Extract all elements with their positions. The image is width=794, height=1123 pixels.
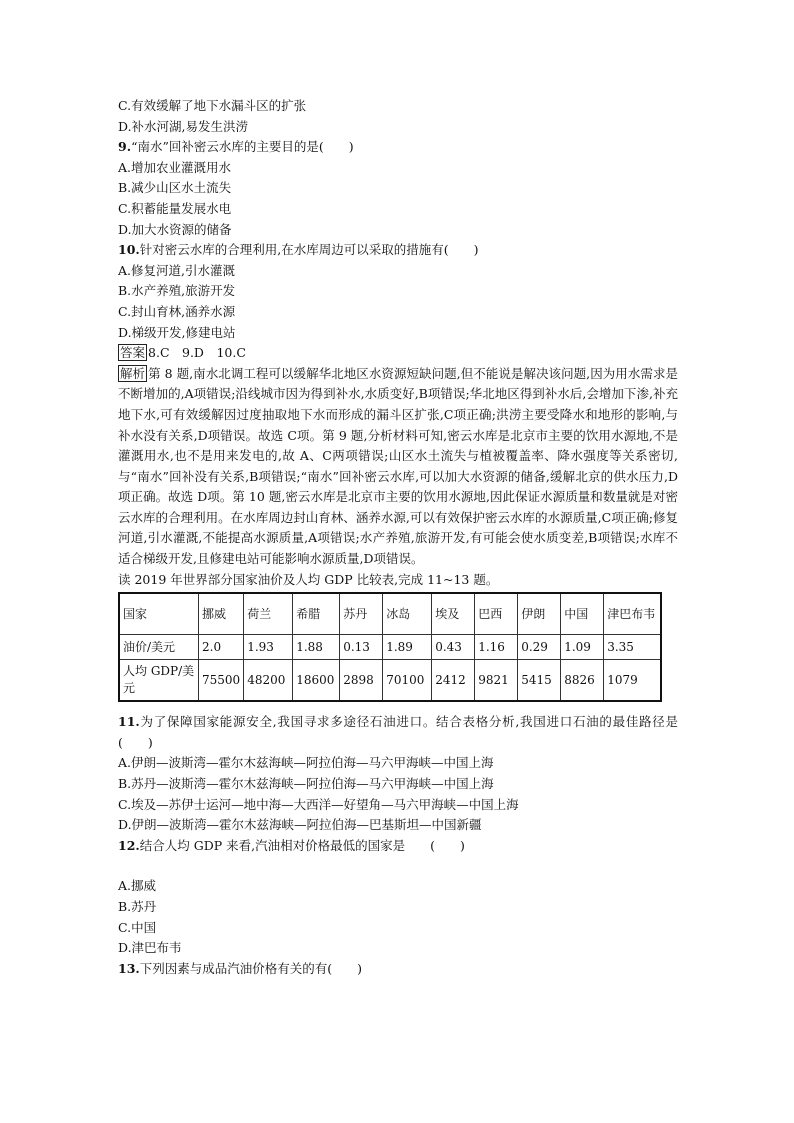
option-b: B.苏丹: [118, 899, 157, 914]
table-cell: 0.13: [340, 635, 383, 660]
table-intro: 读 2019 年世界部分国家油价及人均 GDP 比较表,完成 11~13 题。: [118, 571, 499, 587]
option-a: A.挪威: [118, 878, 157, 894]
question-number: 9.: [118, 139, 132, 155]
table-cell: 3.35: [604, 635, 662, 660]
option-a: A.增加农业灌溉用水: [118, 159, 232, 175]
analysis-label: 解析: [120, 365, 146, 381]
question-stem: 结合人均 GDP 来看,汽油相对价格最低的国家是 ( ): [139, 837, 465, 853]
table-cell: 0.43: [432, 635, 475, 660]
table-cell: 70100: [383, 660, 432, 702]
table-cell: 18600: [293, 660, 340, 702]
table-header-cell: 希腊: [293, 593, 340, 635]
option-d: D.梯级开发,修建电站: [118, 324, 236, 340]
question-stem: “南水”回补密云水库的主要目的是( ): [131, 139, 354, 155]
table-header-cell: 巴西: [475, 593, 518, 635]
option-a: A.伊朗—波斯湾—霍尔木兹海峡—阿拉伯海—马六甲海峡—中国上海: [118, 755, 494, 771]
table-cell: 9821: [475, 660, 518, 702]
table-header-cell: 冰岛: [383, 593, 432, 635]
option-c: C.封山育林,涵养水源: [118, 303, 236, 319]
table-header-cell: 国家: [119, 593, 199, 635]
question-10: [118, 240, 678, 261]
table-cell: 1.89: [383, 635, 432, 660]
question-number: 13.: [118, 960, 140, 976]
table-cell: 48200: [244, 660, 293, 702]
table-cell: 2898: [340, 660, 383, 702]
table-cell: 2412: [432, 660, 475, 702]
document-page: [118, 96, 678, 979]
analysis-paragraph: [118, 364, 678, 570]
answer-label: 答案: [120, 345, 146, 361]
question-9: [118, 137, 678, 158]
option-c: C.埃及—苏伊士运河—地中海—大西洋—好望角—马六甲海峡—中国上海: [118, 796, 519, 812]
question-stem: 下列因素与成品汽油价格有关的有( ): [139, 960, 363, 976]
option-c: C.有效缓解了地下水漏斗区的扩张: [118, 98, 307, 113]
table-header-cell: 荷兰: [244, 593, 293, 635]
option-d: D.补水河湖,易发生洪涝: [118, 118, 249, 134]
table-cell: 5415: [518, 660, 561, 702]
analysis-text: 第 8 题,南水北调工程可以缓解华北地区水资源短缺问题,但不能说是解决该问题,因为用水需求是不断增加的,A项错误;沿线城市因为得到补水,水质变好,B项错误;华北地区得到补水后,会增加下渗,补充地下水,可有效缓解因过度抽取地下水而形成的漏斗区扩张,C项正确;洪涝主要受降水和地形的影响,与补水没有关系,D项错误。故选 C项。第 9 题,分析材料可知,密云水库是北京市主要的饮用水源地,不是灌溉用水,也不是用来发电的,故 A、C两项错误;山区水土流失与植被覆盖率、降水强度等关系密切,与“南水”回补没有关系,B项错误;“南水”回补密云水库,可以加大水资源的储备,缓解北京的供水压力,D项正确。故选 D项。第 10 题,密云水库是北京市主要的饮用水源地,因此保证水源质量和数量就是对密云水库的合理利用。在水库周边封山育林、涵养水源,可以有效保护密云水库的水源质量,C项正确;修复河道,引水灌溉,不能提高水源质量,A项错误;水产养殖,旅游开发,有可能会使水质变差,B项错误;水库不适合梯级开发,且修建电站可能影响水源质量,D项错误。: [118, 365, 678, 567]
option-c: C.积蓄能量发展水电: [118, 200, 232, 216]
table-cell: 1.93: [244, 635, 293, 660]
table-row: [119, 660, 661, 702]
question-number: 10.: [118, 242, 140, 258]
option-b: B.减少山区水土流失: [118, 180, 232, 196]
question-number: 11.: [118, 714, 140, 730]
table-cell: 油价/美元: [119, 635, 199, 660]
table-header-cell: 伊朗: [518, 593, 561, 635]
answer-text: 8.C 9.D 10.C: [148, 345, 246, 361]
question-number: 12.: [118, 837, 140, 853]
table-header-cell: 苏丹: [340, 593, 383, 635]
option-b: B.水产养殖,旅游开发: [118, 283, 236, 299]
table-cell: 1079: [604, 660, 662, 702]
table-cell: 2.0: [199, 635, 244, 660]
option-c: C.中国: [118, 919, 157, 935]
option-d: D.伊朗—波斯湾—霍尔木兹海峡—阿拉伯海—巴基斯坦—中国新疆: [118, 817, 482, 833]
answer-line: [118, 343, 678, 364]
table-row: [119, 635, 661, 660]
question-13: [118, 959, 678, 980]
question-stem: 针对密云水库的合理利用,在水库周边可以采取的措施有( ): [139, 242, 479, 258]
question-12: [118, 836, 678, 857]
option-d: D.加大水资源的储备: [118, 221, 232, 237]
table-header-row: [119, 593, 661, 635]
table-header-cell: 中国: [561, 593, 604, 635]
table-cell: 人均 GDP/美元: [119, 660, 199, 702]
table-cell: 1.16: [475, 635, 518, 660]
table-cell: 1.88: [293, 635, 340, 660]
oil-price-gdp-table: [118, 592, 662, 702]
question-11: [118, 712, 678, 753]
table-header-cell: 埃及: [432, 593, 475, 635]
table-header-cell: 津巴布韦: [604, 593, 662, 635]
table-cell: 8826: [561, 660, 604, 702]
question-stem: 为了保障国家能源安全,我国寻求多途径石油进口。结合表格分析,我国进口石油的最佳路径是( ): [118, 714, 678, 750]
option-d: D.津巴布韦: [118, 940, 182, 956]
table-header-cell: 挪威: [199, 593, 244, 635]
table-cell: 1.09: [561, 635, 604, 660]
table-cell: 0.29: [518, 635, 561, 660]
option-a: A.修复河道,引水灌溉: [118, 262, 235, 278]
table-cell: 75500: [199, 660, 244, 702]
option-b: B.苏丹—波斯湾—霍尔木兹海峡—阿拉伯海—马六甲海峡—中国上海: [118, 776, 494, 792]
